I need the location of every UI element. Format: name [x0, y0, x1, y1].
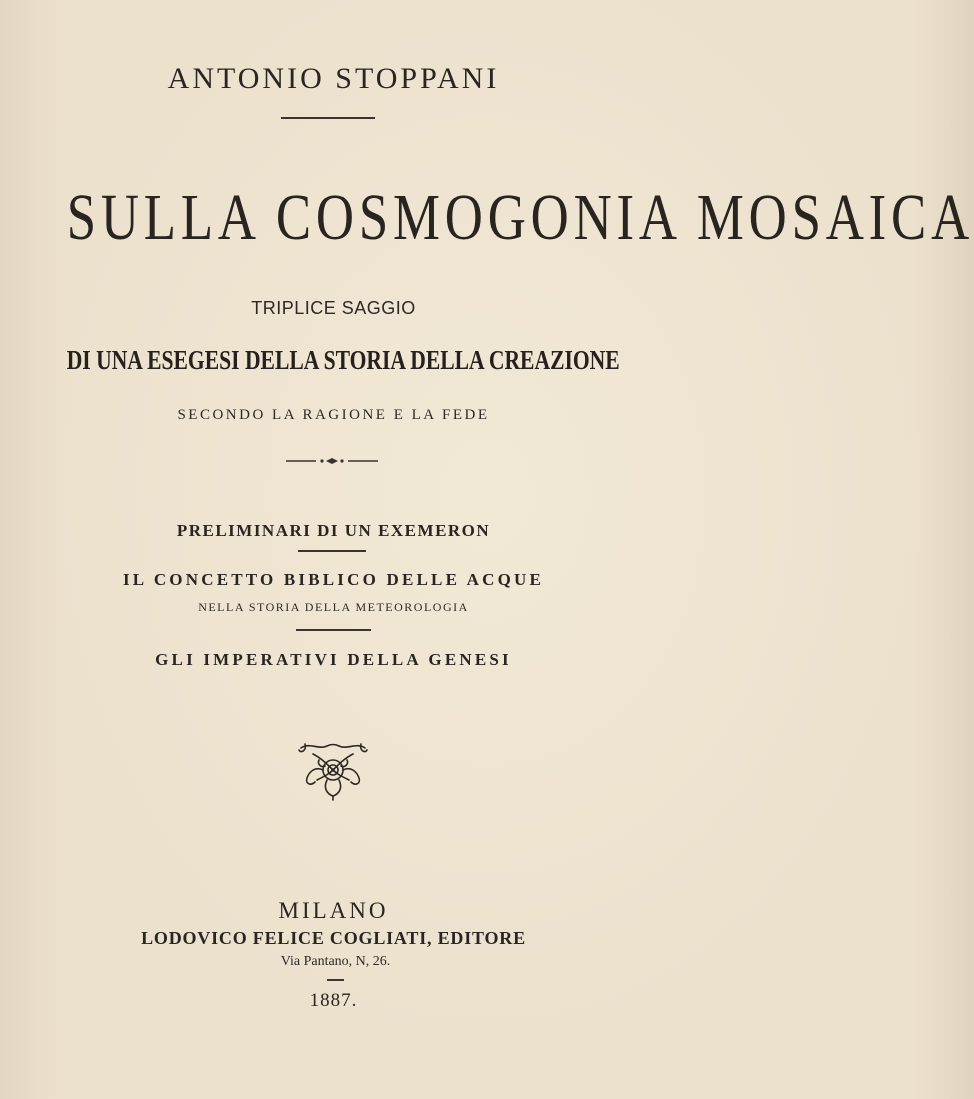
book-title: SULLA COSMOGONIA MOSAICA [66, 181, 974, 254]
imprint-publisher: LODOVICO FELICE COGLIATI, EDITORE [141, 928, 526, 948]
separator-ornament-icon [286, 456, 378, 466]
part-three-title: GLI IMPERATIVI DELLA GENESI [155, 650, 512, 669]
imprint-address: Via Pantano, N, 26. [280, 954, 391, 969]
subtitle-esegesi: DI UNA ESEGESI DELLA STORIA DELLA CREAZIONE [66, 345, 620, 375]
imprint-year: 1887. [309, 990, 358, 1011]
subtitle-secondo: SECONDO LA RAGIONE E LA FEDE [177, 407, 490, 423]
floral-vignette-icon [297, 740, 369, 800]
part-two-title: IL CONCETTO BIBLICO DELLE ACQUE [122, 570, 545, 589]
part-one-rule [298, 550, 366, 552]
author-name: ANTONIO STOPPANI [167, 62, 500, 95]
part-two-subtitle: NELLA STORIA DELLA METEOROLOGIA [198, 600, 469, 614]
part-one-title: PRELIMINARI DI UN EXEMERON [176, 521, 491, 540]
author-rule [281, 117, 375, 119]
subtitle-triplice: TRIPLICE SAGGIO [251, 298, 416, 318]
part-two-rule [296, 629, 371, 631]
imprint-city: MILANO [278, 898, 389, 923]
imprint-rule [327, 979, 344, 981]
